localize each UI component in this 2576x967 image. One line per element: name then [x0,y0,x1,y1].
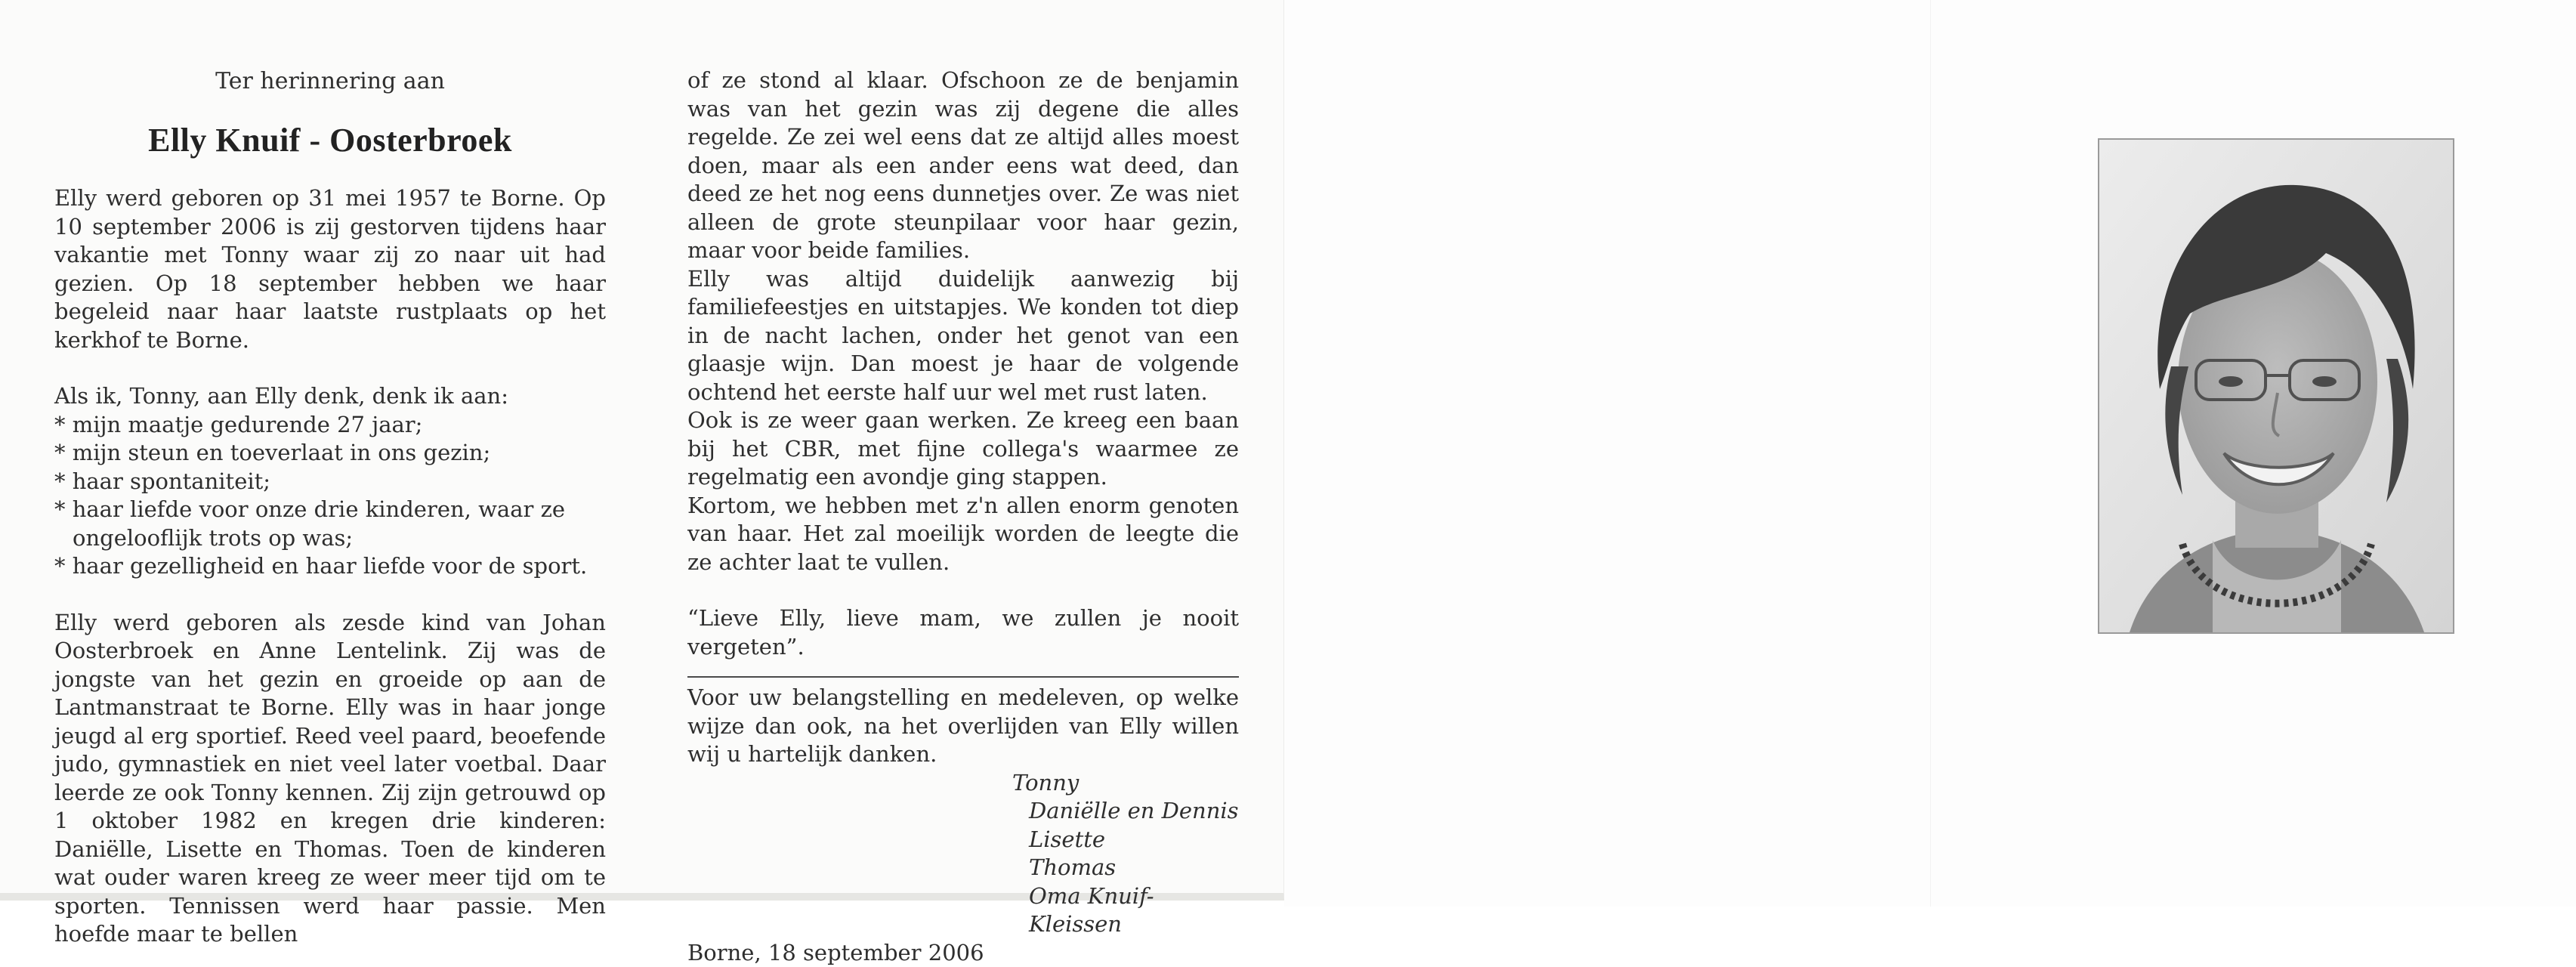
biography-paragraph: Elly werd geboren op 31 mei 1957 te Borne. Op 10 september 2006 is zij gestorven tijdens haar vakantie met Tonny waar zij zo naar uit had gezien. Op 18 september hebben we haar begeleid naar haar laatste rustplaats op het kerkhof te Borne. [54,184,606,354]
intro-line: Ter herinnering aan [54,66,606,97]
closing-paragraph: Kortom, we hebben met z'n allen enorm genoten van haar. Het zal moeilijk worden de leegte die ze achter laat te vullen. [687,492,1239,577]
list-item: * haar spontaniteit; [54,468,606,496]
continuation-paragraph: of ze stond al klaar. Ofschoon ze de benjamin was van het gezin was zij degene die alles regelde. Ze zei wel eens dat ze altijd alles moest doen, maar als een ander eens wat deed, dan deed ze het nog eens dunnetjes over. Ze was niet alleen de grote steunpilaar voor haar gezin, maar voor beide families. [687,66,1239,265]
column-left [54,184,606,949]
deceased-name: Elly Knuif - Oosterbroek [54,119,606,162]
signatory: Oma Knuif-Kleissen [1012,882,1239,939]
signatory: Thomas [1012,854,1239,882]
card-fold-line [1930,0,1931,907]
memories-list [54,411,606,581]
place-date: Borne, 18 september 2006 [687,939,1239,967]
list-item: * mijn steun en toeverlaat in ons gezin; [54,439,606,468]
list-item: * mijn maatje gedurende 27 jaar; [54,411,606,440]
signatories [687,769,1239,939]
portrait-image [2099,140,2453,632]
list-item: * haar gezelligheid en haar liefde voor de sport. [54,552,606,581]
family-paragraph: Elly werd geboren als zesde kind van Johan Oosterbroek en Anne Lentelink. Zij was de jongste van het gezin en groeide op aan de Lantmanstraat te Borne. Elly was in haar jonge jeugd al erg sportief. Reed veel paard, beoefende judo, gymnastiek en niet veel later voetbal. Daar leerde ze ook Tonny kennen. Zij zijn getrouwd op 1 oktober 1982 en kregen drie kinderen: Daniëlle, Lisette en Thomas. Toen de kinderen wat ouder waren kreeg ze weer meer tijd om te sporten. Tennissen werd haar passie. Men hoefde maar te bellen [54,609,606,949]
signatory: Tonny [1012,769,1239,798]
signatory: Lisette [1012,826,1239,854]
family-parties-paragraph: Elly was altijd duidelijk aanwezig bij familiefeestjes en uitstapjes. We konden tot diep in de nacht lachen, onder het genot van een glaasje wijn. Dan moest je haar de volgende ochtend het eerste half uur wel met rust laten. [687,265,1239,407]
signatory: Daniëlle en Dennis [1012,797,1239,826]
divider-line [687,676,1239,678]
thanks-paragraph: Voor uw belangstelling en medeleven, op welke wijze dan ook, na het overlijden van Elly willen wij u hartelijk danken. [687,684,1239,769]
memories-intro: Als ik, Tonny, aan Elly denk, denk ik aan: [54,382,606,411]
portrait-photo [2098,138,2454,634]
work-paragraph: Ook is ze weer gaan werken. Ze kreeg een baan bij het CBR, met fijne collega's waarmee ze regelmatig een avondje ging stappen. [687,406,1239,492]
farewell-quote: “Lieve Elly, lieve mam, we zullen je nooit vergeten”. [687,604,1239,661]
list-item: * haar liefde voor onze drie kinderen, waar ze ongelooflijk trots op was; [54,496,606,552]
column-right [687,66,1239,967]
